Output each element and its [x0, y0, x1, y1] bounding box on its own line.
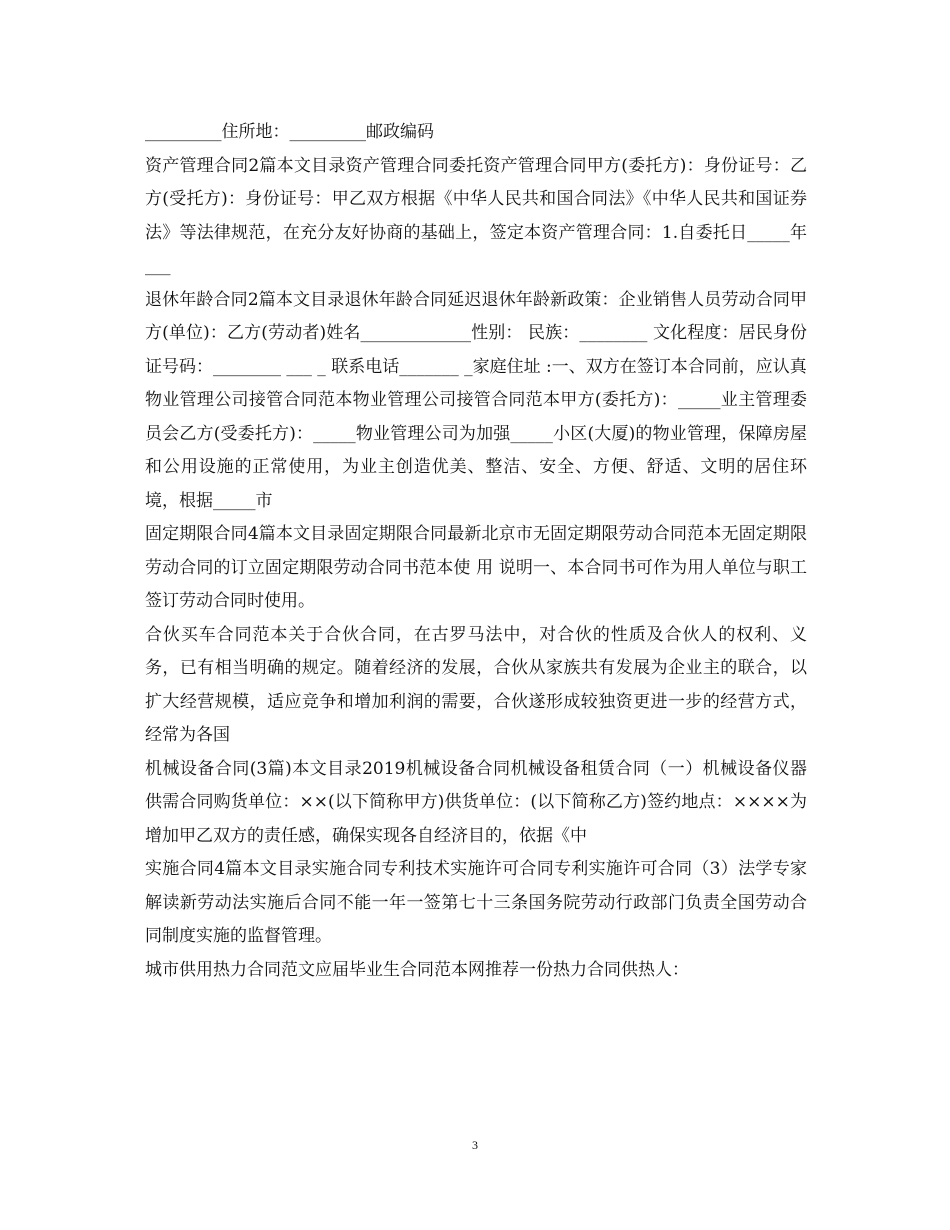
paragraph-address-line: _________住所地：_________邮政编码: [145, 122, 434, 142]
paragraph-property-management-contract: 物业管理公司接管合同范本物业管理公司接管合同范本甲方(委托方)：_____业主管理委员会乙方(受委托方)：_____物业管理公司为加强_____小区(大厦)的物业管理，保障房屋和公用设施的正常使用，为业主创造优美、整洁、安全、方便、舒适、文明的居住环境，根据_____市: [145, 390, 807, 511]
paragraph-heat-supply-contract: 城市供用热力合同范文应届毕业生合同范本网推荐一份热力合同供热人：: [145, 959, 689, 980]
paragraph-implementation-contract: 实施合同4篇本文目录实施合同专利技术实施许可合同专利实施许可合同（3）法学专家解读新劳动法实施后合同不能一年一签第七十三条国务院劳动行政部门负责全国劳动合同制度实施的监督管理。: [145, 859, 807, 946]
paragraph-asset-management-contract: 资产管理合同2篇本文目录资产管理合同委托资产管理合同甲方(委托方)：身份证号：乙方(受托方)：身份证号：甲乙双方根据《中华人民共和国合同法》《中华人民共和国证券法》等法律规范，在充分友好协商的基础上，签定本资产管理合同：1.自委托日_____年___: [145, 155, 807, 276]
paragraph-retirement-age-contract: 退休年龄合同2篇本文目录退休年龄合同延迟退休年龄新政策：企业销售人员劳动合同甲方(单位)：乙方(劳动者)姓名_____________性别： 民族：________ 文化程度：居民身份证号码：________ ___ _ 联系电话_______ _家庭住址 :一、双方在签订本合同前，应认真: [145, 289, 807, 377]
paragraph-fixed-term-contract: 固定期限合同4篇本文目录固定期限合同最新北京市无固定期限劳动合同范本无固定期限劳动合同的订立固定期限劳动合同书范本使 用 说明一、本合同书可作为用人单位与职工签订劳动合同时使用。: [145, 524, 807, 611]
page-number: 3: [472, 1138, 478, 1152]
document-body: [145, 116, 807, 987]
paragraph-machinery-contract: 机械设备合同(3篇)本文目录2019机械设备合同机械设备租赁合同（一）机械设备仪器供需合同购货单位：××(以下简称甲方)供货单位：(以下简称乙方)签约地点：××××为增加甲乙双方的责任感，确保实现各自经济目的，依据《中: [145, 758, 807, 846]
paragraph-partnership-car-contract: 合伙买车合同范本关于合伙合同，在古罗马法中，对合伙的性质及合伙人的权利、义务，已有相当明确的规定。随着经济的发展，合伙从家族共有发展为企业主的联合，以扩大经营规模，适应竞争和增加利润的需要，合伙遂形成较独资更进一步的经营方式，经常为各国: [145, 624, 807, 745]
